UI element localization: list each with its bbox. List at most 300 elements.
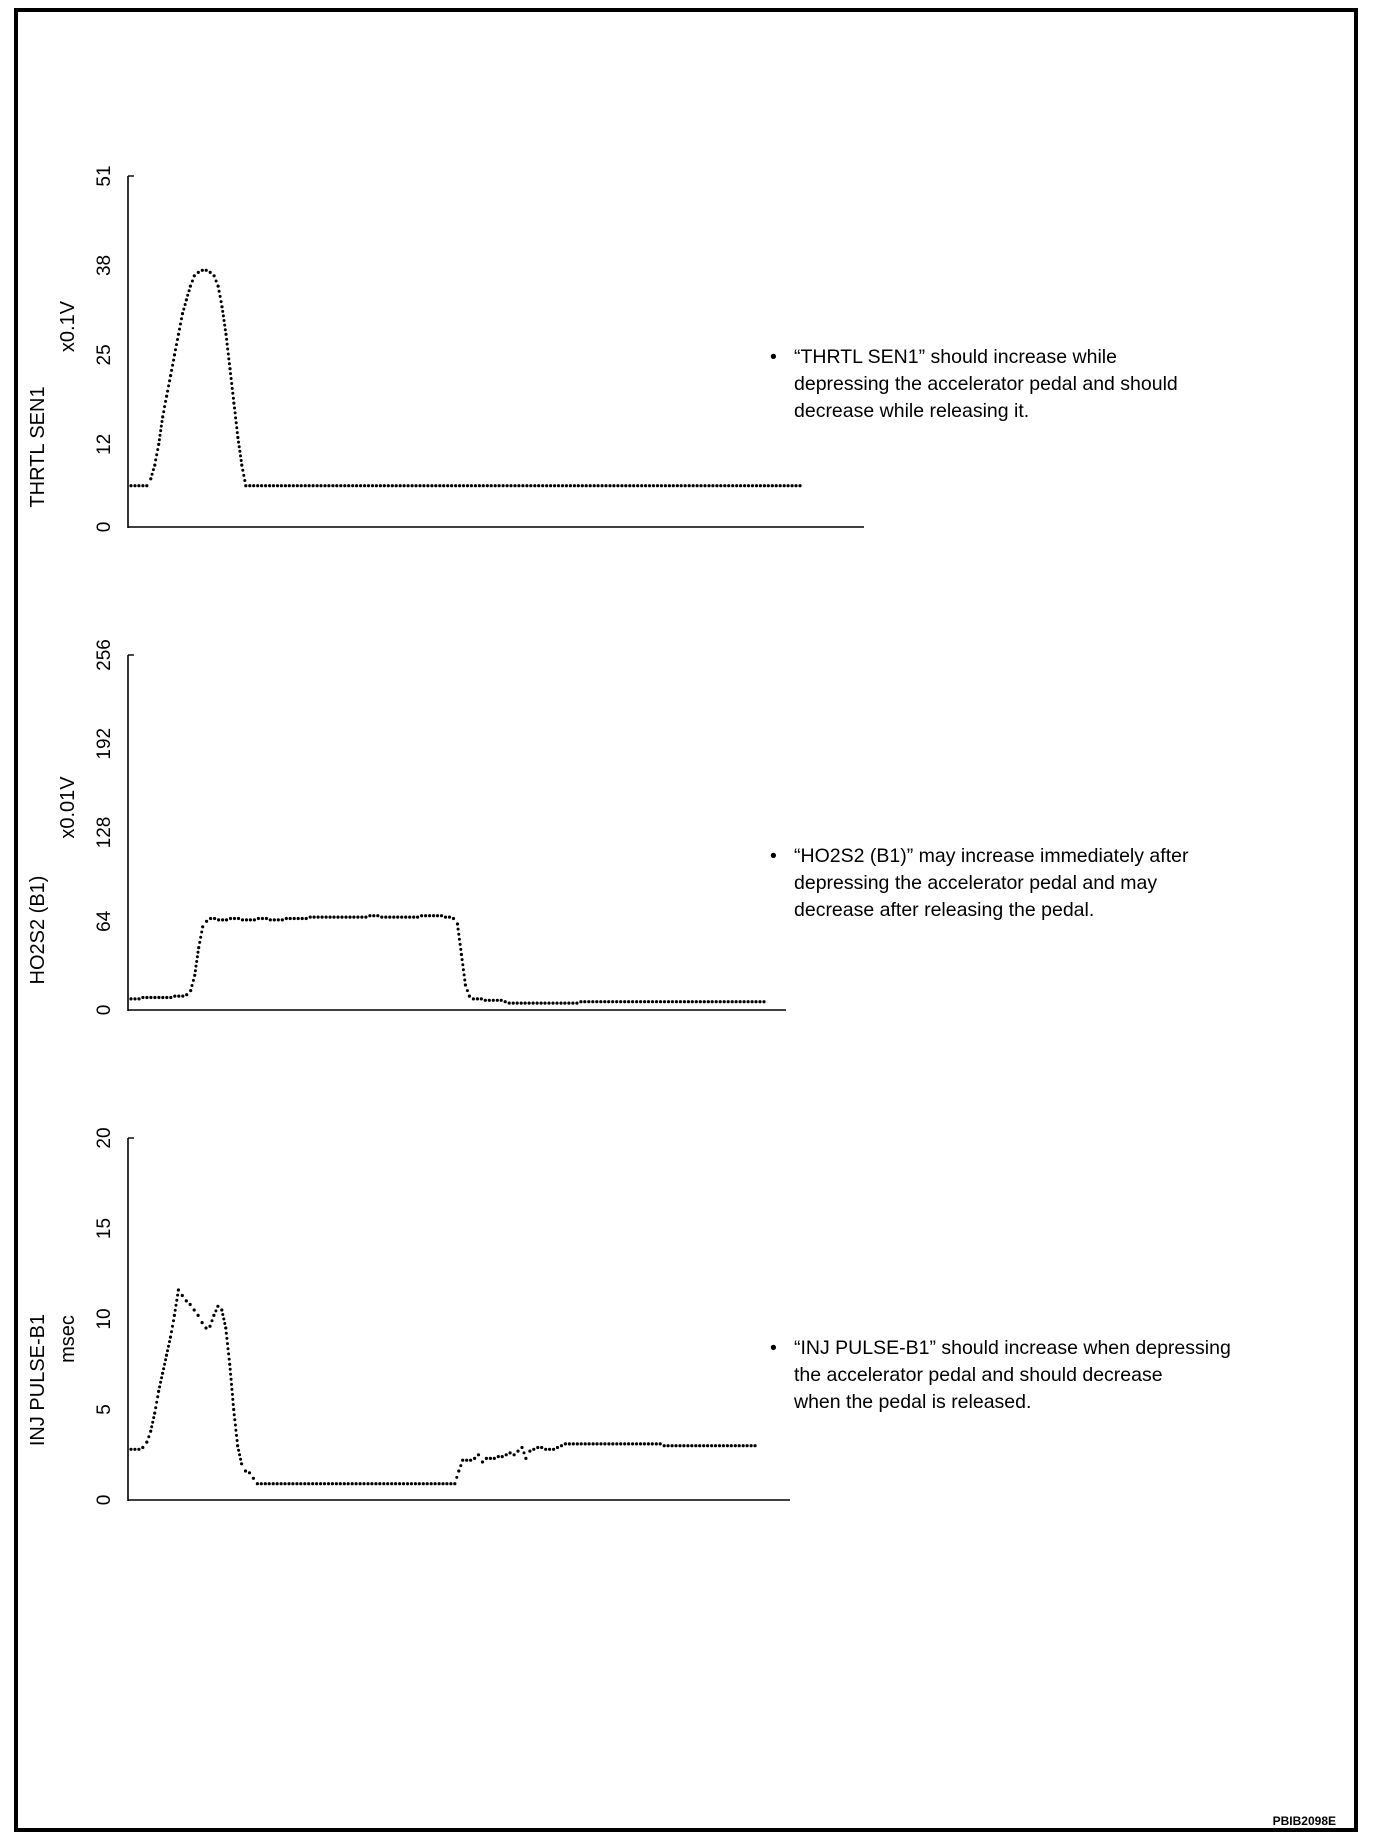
note-text: “INJ PULSE-B1” should increase when depressing the accelerator pedal and should decrease when the pedal is released. xyxy=(794,1337,1231,1413)
trace-dot xyxy=(194,969,197,972)
data-point xyxy=(339,484,342,487)
trace-dot xyxy=(234,1424,237,1427)
data-point xyxy=(398,1482,401,1485)
data-point xyxy=(307,1482,310,1485)
data-point xyxy=(474,484,477,487)
data-point xyxy=(663,1444,666,1447)
data-point xyxy=(547,1002,550,1005)
data-point xyxy=(619,1442,622,1445)
note-text: “THRTL SEN1” should increase while depressing the accelerator pedal and should decrease while releasing it. xyxy=(794,346,1178,422)
trace-dot xyxy=(196,955,199,958)
data-point xyxy=(224,333,227,336)
data-point xyxy=(428,914,431,917)
data-point xyxy=(619,1000,622,1003)
y-tick-label: 12 xyxy=(94,433,115,455)
data-point xyxy=(414,1482,417,1485)
data-point xyxy=(426,484,429,487)
data-point xyxy=(521,484,524,487)
data-point xyxy=(197,1314,200,1317)
note-ho2s2-b1 xyxy=(770,843,1330,924)
data-point xyxy=(611,1000,614,1003)
data-point xyxy=(312,484,315,487)
data-point xyxy=(224,1326,227,1329)
data-point xyxy=(392,916,395,919)
trace-dot xyxy=(221,310,224,313)
data-point xyxy=(209,271,212,274)
trace-dot xyxy=(225,1332,228,1335)
data-point xyxy=(269,918,272,921)
data-point xyxy=(355,484,358,487)
data-point xyxy=(715,484,718,487)
trace-dot xyxy=(225,338,228,341)
trace-dot xyxy=(221,1313,224,1316)
data-point xyxy=(639,1000,642,1003)
trace-dot xyxy=(238,445,241,448)
data-point xyxy=(668,484,671,487)
data-point xyxy=(520,1002,523,1005)
data-point xyxy=(699,1000,702,1003)
trace-dot xyxy=(240,459,243,462)
data-point xyxy=(612,484,615,487)
data-point xyxy=(387,484,390,487)
data-point xyxy=(583,1000,586,1003)
data-point xyxy=(229,917,232,920)
data-point xyxy=(400,916,403,919)
data-point xyxy=(543,1002,546,1005)
trace-dot xyxy=(170,1330,173,1333)
trace-dot xyxy=(180,317,183,320)
data-point xyxy=(399,484,402,487)
y-axis-title: INJ PULSE-B1 xyxy=(27,1313,49,1447)
data-point xyxy=(509,1451,512,1454)
data-point xyxy=(256,484,259,487)
data-point xyxy=(268,484,271,487)
data-point xyxy=(603,1442,606,1445)
data-point xyxy=(488,999,491,1002)
data-point xyxy=(189,989,192,992)
data-point xyxy=(719,484,722,487)
data-point xyxy=(692,484,695,487)
data-point xyxy=(493,1457,496,1460)
data-point xyxy=(133,1448,136,1451)
y-axis-unit: msec xyxy=(57,1315,79,1363)
data-point xyxy=(288,484,291,487)
data-point xyxy=(460,953,463,956)
data-point xyxy=(213,917,216,920)
data-point xyxy=(157,996,160,999)
trace-dot xyxy=(231,387,234,390)
data-point xyxy=(726,1444,729,1447)
data-point xyxy=(335,484,338,487)
data-point xyxy=(494,484,497,487)
data-point xyxy=(407,484,410,487)
data-point xyxy=(573,484,576,487)
data-point xyxy=(394,1482,397,1485)
data-point xyxy=(308,484,311,487)
data-point xyxy=(798,484,801,487)
trace-dot xyxy=(457,933,460,936)
data-point xyxy=(313,916,316,919)
y-tick-label: 128 xyxy=(94,816,115,849)
data-point xyxy=(508,1002,511,1005)
data-point xyxy=(327,1482,330,1485)
data-point xyxy=(432,914,435,917)
data-point xyxy=(299,1482,302,1485)
trace-dot xyxy=(238,1453,241,1456)
y-tick-label: 10 xyxy=(94,1308,115,1330)
data-point xyxy=(746,1444,749,1447)
trace-dot xyxy=(172,359,175,362)
data-point xyxy=(707,484,710,487)
data-point xyxy=(245,918,248,921)
trace-dot xyxy=(159,1381,162,1384)
data-point xyxy=(628,484,631,487)
trace-dot xyxy=(230,1383,233,1386)
data-point xyxy=(452,917,455,920)
data-point xyxy=(727,1000,730,1003)
data-point xyxy=(412,916,415,919)
data-point xyxy=(516,1002,519,1005)
data-point xyxy=(169,374,172,377)
data-point xyxy=(149,1430,152,1433)
data-point xyxy=(411,484,414,487)
data-point xyxy=(197,271,200,274)
data-point xyxy=(588,1442,591,1445)
data-point xyxy=(620,484,623,487)
data-point xyxy=(418,484,421,487)
y-tick-label: 0 xyxy=(94,1494,115,1506)
data-point xyxy=(260,1482,263,1485)
trace-dot xyxy=(167,1345,170,1348)
data-point xyxy=(624,484,627,487)
data-point xyxy=(289,917,292,920)
data-point xyxy=(430,484,433,487)
trace-dot xyxy=(231,1393,234,1396)
data-point xyxy=(189,285,192,288)
data-point xyxy=(161,415,164,418)
data-point xyxy=(484,999,487,1002)
data-point xyxy=(181,1294,184,1297)
data-point xyxy=(260,484,263,487)
data-point xyxy=(461,1459,464,1462)
trace-dot xyxy=(230,377,233,380)
trace-dot xyxy=(192,979,195,982)
data-point xyxy=(165,1354,168,1357)
data-point xyxy=(738,1444,741,1447)
trace-dot xyxy=(235,421,238,424)
data-point xyxy=(291,1482,294,1485)
data-point xyxy=(193,274,196,277)
y-tick-label: 25 xyxy=(94,344,115,366)
data-point xyxy=(759,484,762,487)
data-point xyxy=(688,484,691,487)
trace-dot xyxy=(234,416,237,419)
data-point xyxy=(763,484,766,487)
y-tick-label: 256 xyxy=(94,639,115,671)
data-point xyxy=(362,1482,365,1485)
data-point xyxy=(445,1482,448,1485)
data-point xyxy=(331,484,334,487)
data-point xyxy=(315,1482,318,1485)
trace-dot xyxy=(219,295,222,298)
trace-dot xyxy=(235,426,238,429)
trace-dot xyxy=(239,454,242,457)
data-point xyxy=(498,484,501,487)
data-point xyxy=(329,916,332,919)
data-point xyxy=(141,484,144,487)
data-point xyxy=(256,1482,259,1485)
data-point xyxy=(615,1442,618,1445)
trace-dot xyxy=(161,420,164,423)
data-point xyxy=(462,484,465,487)
data-point xyxy=(244,1469,247,1472)
trace-dot xyxy=(166,390,169,393)
trace-dot xyxy=(232,1403,235,1406)
data-point xyxy=(153,464,156,467)
trace-dot xyxy=(200,931,203,934)
data-point xyxy=(237,917,240,920)
data-point xyxy=(555,1002,558,1005)
trace-dot xyxy=(232,397,235,400)
data-point xyxy=(292,484,295,487)
data-point xyxy=(710,1444,713,1447)
data-point xyxy=(536,1446,539,1449)
trace-dot xyxy=(218,290,221,293)
data-point xyxy=(129,1448,132,1451)
data-point xyxy=(575,1002,578,1005)
data-point xyxy=(137,997,140,1000)
data-point xyxy=(418,1482,421,1485)
trace-dot xyxy=(227,357,230,360)
data-point xyxy=(141,996,144,999)
data-point xyxy=(359,484,362,487)
trace-dot xyxy=(171,364,174,367)
data-point xyxy=(424,914,427,917)
trace-dot xyxy=(236,431,239,434)
trace-dot xyxy=(184,303,187,306)
trace-dot xyxy=(234,1429,237,1432)
trace-dot xyxy=(215,280,218,283)
data-point xyxy=(651,1442,654,1445)
data-point xyxy=(599,1000,602,1003)
y-tick-label: 20 xyxy=(94,1127,115,1149)
data-point xyxy=(161,1372,164,1375)
trace-dot xyxy=(156,448,159,451)
data-point xyxy=(317,916,320,919)
y-axis-unit: x0.1V xyxy=(57,300,79,353)
data-point xyxy=(496,999,499,1002)
y-axis-title: HO2S2 (B1) xyxy=(27,875,49,985)
trace-dot xyxy=(228,1358,231,1361)
data-point xyxy=(395,484,398,487)
data-point xyxy=(252,1477,255,1480)
trace-dot xyxy=(237,1449,240,1452)
data-point xyxy=(524,1457,527,1460)
data-point xyxy=(771,484,774,487)
data-point xyxy=(501,1455,504,1458)
data-point xyxy=(767,484,770,487)
data-point xyxy=(404,916,407,919)
trace-dot xyxy=(458,938,461,941)
trace-dot xyxy=(455,1476,458,1479)
data-point xyxy=(319,484,322,487)
data-point xyxy=(157,443,160,446)
data-point xyxy=(280,484,283,487)
data-point xyxy=(524,1002,527,1005)
data-point xyxy=(679,1000,682,1003)
trace-dot xyxy=(225,1337,228,1340)
trace-dot xyxy=(229,1368,232,1371)
data-point xyxy=(205,920,208,923)
data-point xyxy=(577,484,580,487)
data-point xyxy=(750,1444,753,1447)
data-point xyxy=(201,925,204,928)
data-point xyxy=(434,1482,437,1485)
data-point xyxy=(703,1000,706,1003)
data-point xyxy=(436,914,439,917)
data-point xyxy=(323,1482,326,1485)
data-point xyxy=(739,1000,742,1003)
data-point xyxy=(581,484,584,487)
trace-dot xyxy=(191,984,194,987)
data-point xyxy=(410,1482,413,1485)
data-point xyxy=(751,484,754,487)
data-point xyxy=(325,916,328,919)
trace-dot xyxy=(168,379,171,382)
data-point xyxy=(201,1321,204,1324)
data-point xyxy=(309,916,312,919)
data-point xyxy=(221,918,224,921)
trace-dot xyxy=(195,965,198,968)
trace-dot xyxy=(233,1418,236,1421)
data-point xyxy=(672,484,675,487)
data-point xyxy=(584,1442,587,1445)
data-point xyxy=(137,1448,140,1451)
trace-dot xyxy=(236,1439,239,1442)
trace-dot xyxy=(163,405,166,408)
data-point xyxy=(735,484,738,487)
data-point xyxy=(711,484,714,487)
data-point xyxy=(544,1448,547,1451)
data-point xyxy=(636,484,639,487)
data-point xyxy=(217,285,220,288)
data-point xyxy=(730,1444,733,1447)
data-point xyxy=(145,996,148,999)
data-point xyxy=(794,484,797,487)
data-point xyxy=(572,1442,575,1445)
data-point xyxy=(492,999,495,1002)
data-point xyxy=(185,298,188,301)
data-point xyxy=(747,1000,750,1003)
trace-dot xyxy=(463,973,466,976)
trace-dot xyxy=(162,1367,165,1370)
data-point xyxy=(129,484,132,487)
data-point xyxy=(284,484,287,487)
data-point xyxy=(364,916,367,919)
data-point xyxy=(371,484,374,487)
data-point xyxy=(403,484,406,487)
data-point xyxy=(351,1482,354,1485)
trace-dot xyxy=(166,1349,169,1352)
trace-dot xyxy=(155,453,158,456)
data-point xyxy=(205,269,208,272)
data-point xyxy=(343,484,346,487)
note-thrtl-sen1 xyxy=(770,344,1330,425)
data-point xyxy=(623,1000,626,1003)
data-point xyxy=(173,1314,176,1317)
data-point xyxy=(607,1442,610,1445)
trace-dot xyxy=(243,479,246,482)
data-point xyxy=(690,1444,693,1447)
data-point xyxy=(734,1444,737,1447)
data-point xyxy=(731,484,734,487)
trace-dot xyxy=(234,411,237,414)
data-point xyxy=(316,484,319,487)
data-point xyxy=(556,1446,559,1449)
data-point xyxy=(623,1442,626,1445)
data-point xyxy=(485,1457,488,1460)
data-point xyxy=(567,1002,570,1005)
trace-dot xyxy=(155,1401,158,1404)
trace-dot xyxy=(459,1464,462,1467)
data-point xyxy=(177,1288,180,1291)
data-point xyxy=(489,1457,492,1460)
data-point xyxy=(481,1460,484,1463)
data-point xyxy=(201,269,204,272)
data-point xyxy=(719,1000,722,1003)
data-point xyxy=(383,484,386,487)
data-point xyxy=(204,1326,207,1329)
data-point xyxy=(450,484,453,487)
data-point xyxy=(659,1442,662,1445)
data-point xyxy=(698,1444,701,1447)
trace-dot xyxy=(152,468,155,471)
trace-dot xyxy=(147,1435,150,1438)
data-point xyxy=(755,484,758,487)
data-point xyxy=(735,1000,738,1003)
data-point xyxy=(297,917,300,920)
data-point xyxy=(236,1444,239,1447)
trace-dot xyxy=(175,1304,178,1307)
data-point xyxy=(456,922,459,925)
data-point xyxy=(351,484,354,487)
data-point xyxy=(727,484,730,487)
data-point xyxy=(528,1002,531,1005)
data-point xyxy=(680,484,683,487)
trace-dot xyxy=(160,1376,163,1379)
y-tick-label: 0 xyxy=(94,521,115,533)
data-point xyxy=(627,1000,630,1003)
data-point xyxy=(569,484,572,487)
y-tick-label: 5 xyxy=(94,1404,115,1415)
data-point xyxy=(723,484,726,487)
data-point xyxy=(285,917,288,920)
trace-dot xyxy=(199,936,202,939)
data-point xyxy=(352,916,355,919)
trace-dot xyxy=(459,948,462,951)
data-point xyxy=(344,916,347,919)
data-point xyxy=(458,484,461,487)
data-point xyxy=(273,918,276,921)
data-point xyxy=(212,1314,215,1317)
data-point xyxy=(715,1000,718,1003)
data-point xyxy=(504,1000,507,1003)
data-point xyxy=(553,484,556,487)
data-point xyxy=(739,484,742,487)
data-point xyxy=(375,484,378,487)
note-inj-pulse-b1 xyxy=(770,1335,1330,1416)
trace-dot xyxy=(156,1395,159,1398)
